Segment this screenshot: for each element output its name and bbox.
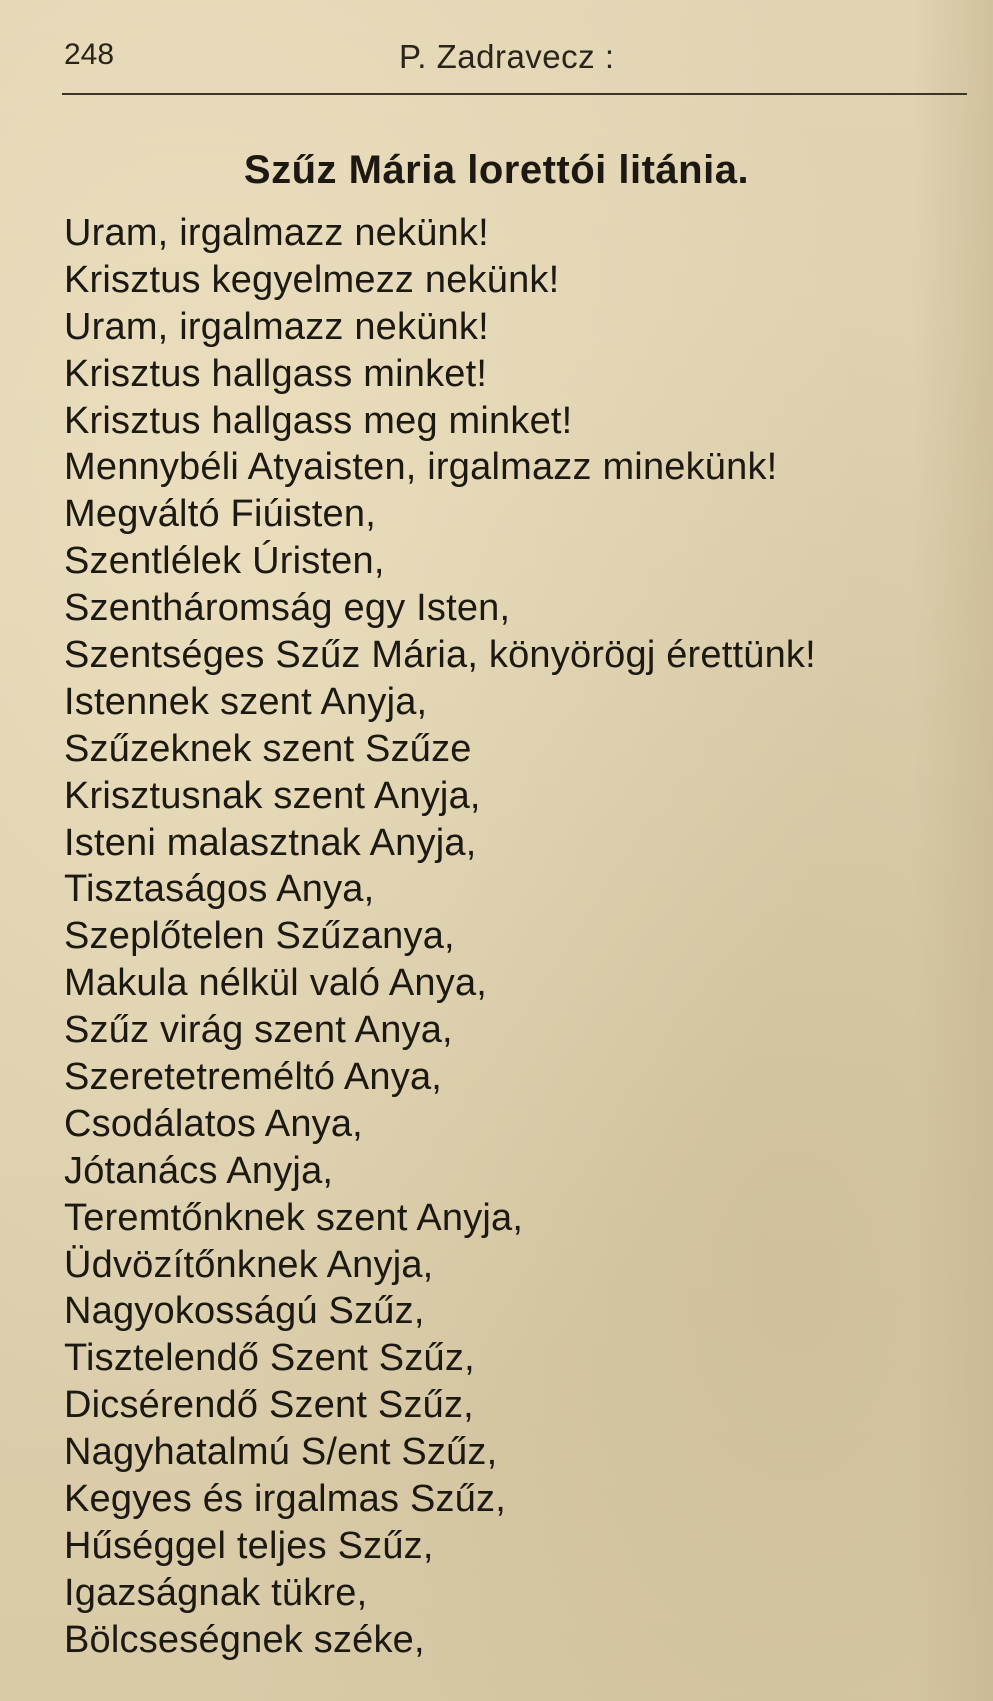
litany-line: Szeplőtelen Szűzanya, <box>64 915 455 958</box>
running-head: P. Zadravecz : <box>399 38 615 75</box>
litany-line: Szűzeknek szent Szűze <box>64 727 472 770</box>
page-header <box>64 34 964 84</box>
litany-line: Szeretetreméltó Anya, <box>64 1056 443 1099</box>
litany-line: Hűséggel teljes Szűz, <box>64 1524 434 1567</box>
litany-line: Megváltó Fiúisten, <box>64 493 376 536</box>
litany-line: Uram, irgalmazz nekünk! <box>64 212 489 254</box>
litany-line: Bölcseségnek széke, <box>64 1618 425 1661</box>
header-rule <box>62 93 967 95</box>
page-number: 248 <box>64 38 115 71</box>
litany-line: Üdvözítőnknek Anyja, <box>64 1243 434 1286</box>
litany-line: Makula nélkül való Anya, <box>64 962 488 1005</box>
litany-line: Istennek szent Anyja, <box>64 680 428 723</box>
litany-line: Szűz virág szent Anya, <box>64 1009 453 1052</box>
litany-line: Szentséges Szűz Mária, könyörögj érettünk! <box>64 634 816 677</box>
litany-line: Uram, irgalmazz nekünk! <box>64 305 489 348</box>
litany-line: Igazságnak tükre, <box>64 1571 368 1614</box>
litany-line: Tisztelendő Szent Szűz, <box>64 1337 475 1380</box>
litany-text <box>64 210 979 1664</box>
litany-line: Szentlélek Úristen, <box>64 540 385 583</box>
litany-line: Mennybéli Atyaisten, irgalmazz minekünk! <box>64 446 778 489</box>
litany-line: Nagyokosságú Szűz, <box>64 1290 425 1333</box>
litany-line: Szentháromság egy Isten, <box>64 587 511 630</box>
litany-line: Dicsérendő Szent Szűz, <box>64 1384 474 1427</box>
litany-line: Nagyhatalmú S/ent Szűz, <box>64 1431 498 1474</box>
litany-line: Csodálatos Anya, <box>64 1102 363 1145</box>
litany-line: Jótanács Anyja, <box>64 1149 334 1192</box>
page-title: Szűz Mária lorettói litánia. <box>243 148 750 192</box>
litany-line: Krisztus hallgass meg minket! <box>64 399 573 442</box>
litany-line: Tisztaságos Anya, <box>64 868 375 911</box>
litany-line: Teremtőnknek szent Anyja, <box>64 1196 524 1239</box>
litany-line: Krisztus hallgass minket! <box>64 352 488 395</box>
litany-line: Krisztus kegyelmezz nekünk! <box>64 258 560 301</box>
litany-line: Krisztusnak szent Anyja, <box>64 774 481 817</box>
litany-line: Isteni malasztnak Anyja, <box>64 821 477 864</box>
litany-line: Kegyes és irgalmas Szűz, <box>64 1478 506 1521</box>
